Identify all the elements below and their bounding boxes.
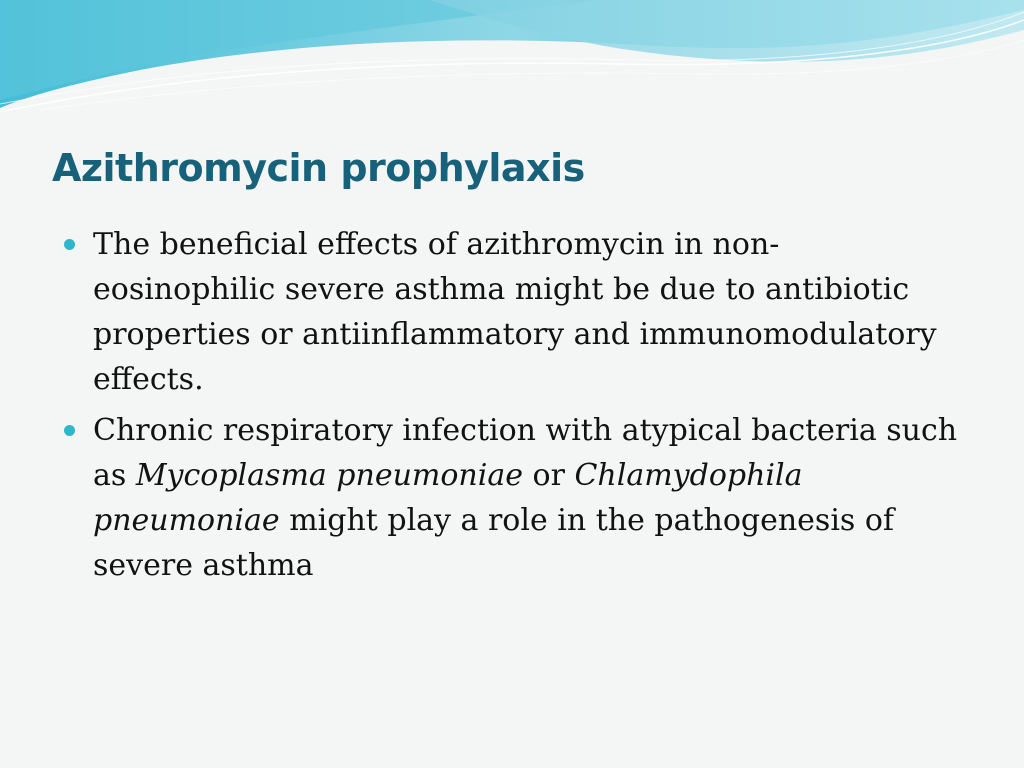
bullet-dot-icon [64,425,75,436]
bullet-text: The beneficial effects of azithromycin in non-eosinophilic severe asthma might be due to antibiotic properties or antiinflammatory and immunomodulatory effects. [93,227,937,397]
bullet-list [60,222,960,594]
bullet-text-italic: Mycoplasma pneumoniae [135,458,523,493]
bullet-text-segment: Chronic respiratory infection with atypical bacteria such as [93,413,958,493]
bullet-dot-icon [64,239,75,250]
bullet-text-italic: Chlamydophila pneumoniae [93,458,803,538]
bullet-item-2 [60,408,960,588]
header-wave-decoration [0,0,1024,130]
bullet-text-segment: or [522,458,575,493]
slide-title: Azithromycin prophylaxis [52,146,585,190]
bullet-text [93,408,960,588]
bullet-text-segment: might play a role in the pathogenesis of severe asthma [93,503,895,583]
bullet-item-1 [60,222,960,402]
